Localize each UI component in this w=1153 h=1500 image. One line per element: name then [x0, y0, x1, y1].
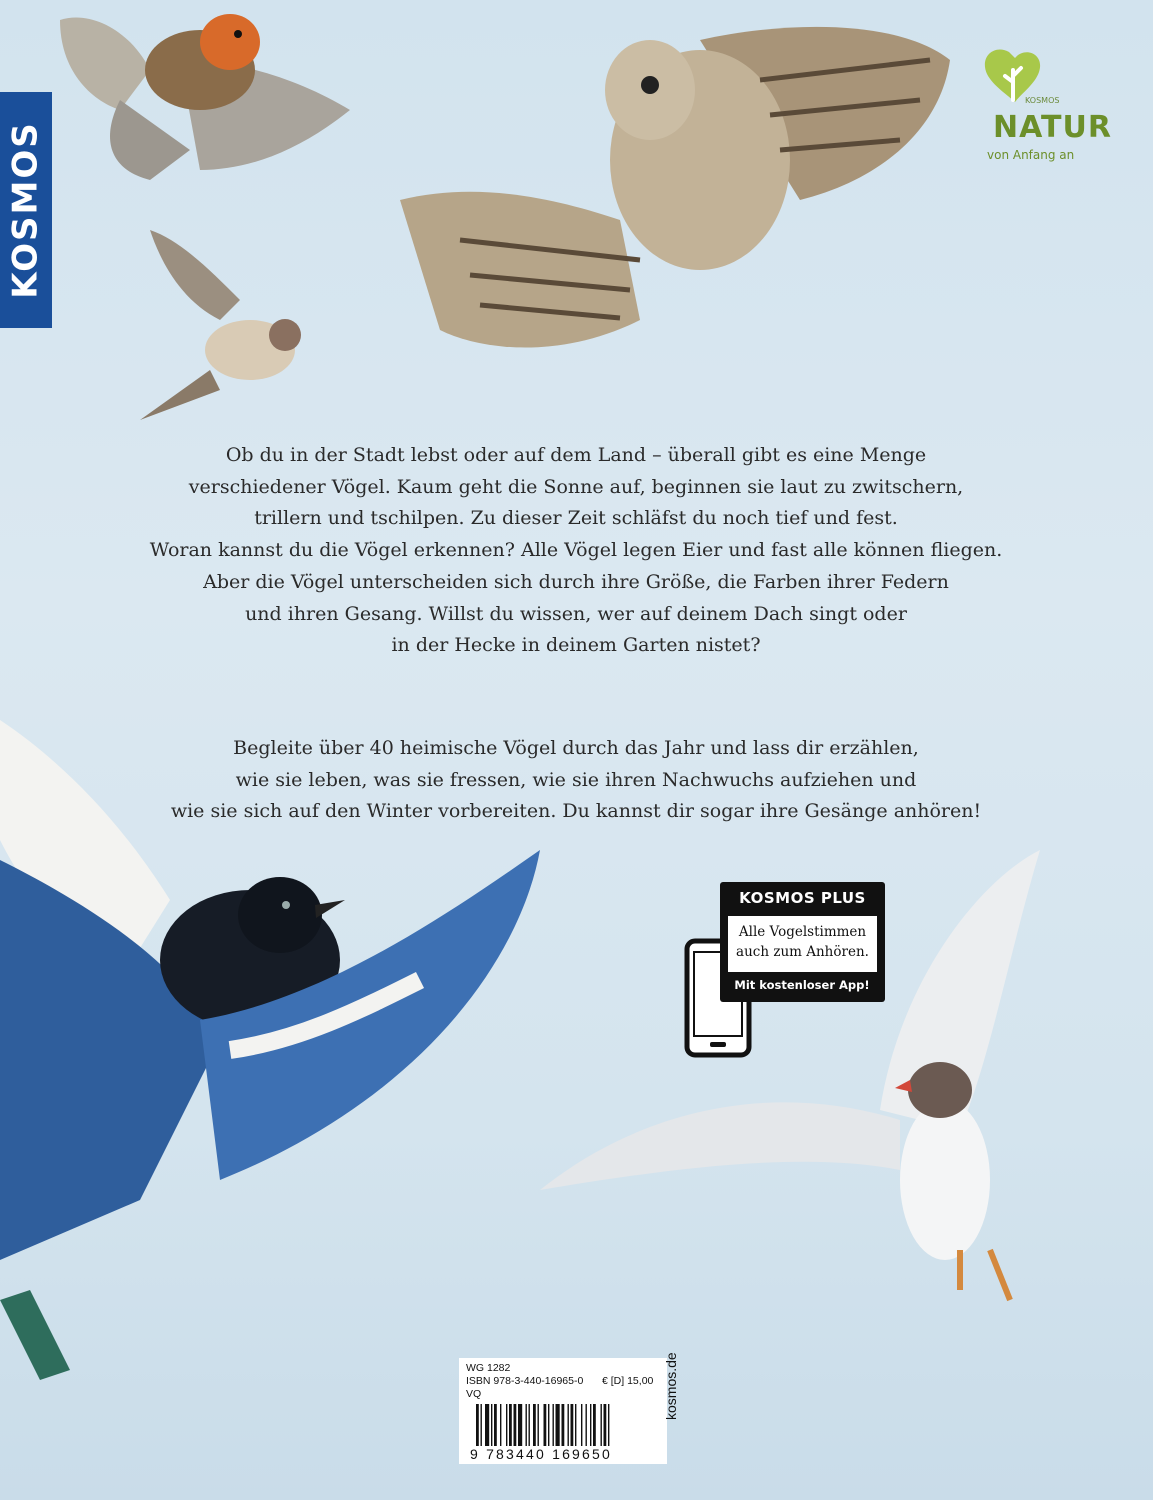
wg-number: WG 1282 — [466, 1362, 511, 1374]
text-line: wie sie leben, was sie fressen, wie sie ihren Nachwuchs aufziehen und — [235, 768, 917, 791]
kosmos-plus-line: Alle Vogelstimmen — [738, 924, 867, 940]
barcode-bar — [544, 1404, 547, 1446]
barcode-bar — [586, 1404, 587, 1446]
text-line: Begleite über 40 heimische Vögel durch das Jahr und lass dir erzählen, — [233, 737, 919, 759]
barcode-bar — [509, 1404, 512, 1446]
barcode-bar — [538, 1404, 539, 1446]
barcode-bar — [476, 1404, 479, 1446]
natur-logo-small: KOSMOS — [1025, 96, 1060, 105]
text-line: Aber die Vögel unterscheiden sich durch ihre Größe, die Farben ihrer Federn — [203, 570, 949, 593]
barcode-bar — [514, 1404, 517, 1446]
barcode-bar — [575, 1404, 576, 1446]
kosmos-url: kosmos.de — [663, 1352, 679, 1420]
barcode-bar — [608, 1404, 609, 1446]
barcode-digits: 9 783440 169650 — [470, 1446, 612, 1462]
robin-illustration — [60, 14, 350, 180]
isbn: ISBN 978-3-440-16965-0 — [466, 1375, 584, 1387]
barcode-bar — [548, 1404, 549, 1446]
text-line: in der Hecke in deinem Garten nistet? — [391, 634, 761, 657]
text-line: Woran kannst du die Vögel erkennen? Alle Vögel legen Eier und fast alle können fliegen. — [149, 539, 1003, 562]
barcode-bar — [568, 1404, 569, 1446]
barcode-bar — [601, 1404, 602, 1446]
barcode-bar — [491, 1404, 492, 1446]
sparrow-illustration — [140, 230, 301, 420]
summary-paragraph — [126, 733, 1026, 828]
kosmos-plus-text — [728, 922, 877, 962]
natur-logo-title: NATUR — [993, 110, 1112, 145]
kosmos-logo-text: KOSMOS — [6, 121, 46, 299]
barcode-bar — [529, 1404, 530, 1446]
barcode-bar — [556, 1404, 560, 1446]
kosmos-plus-line: auch zum Anhören. — [736, 944, 869, 960]
natur-logo-tagline: von Anfang an — [987, 148, 1075, 162]
barcode-bar — [500, 1404, 501, 1446]
barcode-bar — [533, 1404, 536, 1446]
barcode-bar — [481, 1404, 482, 1446]
text-line: Ob du in der Stadt lebst oder auf dem Land – überall gibt es eine Menge — [225, 444, 927, 466]
text-line: wie sie sich auf den Winter vorbereiten. Du kannst dir sogar ihre Gesänge anhören! — [170, 800, 982, 823]
barcode-bar — [485, 1404, 489, 1446]
barcode-bar — [562, 1404, 565, 1446]
barcode-bar — [590, 1404, 591, 1446]
barcode-bar — [506, 1404, 507, 1446]
barcode-bar — [518, 1404, 522, 1446]
owl-illustration — [400, 27, 950, 348]
intro-paragraph — [126, 440, 1026, 662]
text-line: und ihren Gesang. Willst du wissen, wer auf deinem Dach singt oder — [245, 602, 907, 625]
barcode-bar — [571, 1404, 574, 1446]
kosmos-plus-footer: Mit kostenloser App! — [734, 978, 870, 992]
vq-code: VQ — [466, 1388, 482, 1400]
text-line: verschiedener Vögel. Kaum geht die Sonne auf, beginnen sie laut zu zwitschern, — [188, 475, 964, 498]
barcode — [476, 1404, 652, 1448]
barcode-bar — [604, 1404, 607, 1446]
barcode-bar — [581, 1404, 582, 1446]
barcode-bar — [494, 1404, 497, 1446]
barcode-bar — [593, 1404, 596, 1446]
barcode-bar — [553, 1404, 554, 1446]
barcode-bar — [526, 1404, 527, 1446]
text-line: trillern und tschilpen. Zu dieser Zeit schläfst du noch tief und fest. — [254, 507, 898, 530]
kosmos-plus-title: KOSMOS PLUS — [739, 889, 866, 907]
price: € [D] 15,00 — [602, 1375, 654, 1387]
